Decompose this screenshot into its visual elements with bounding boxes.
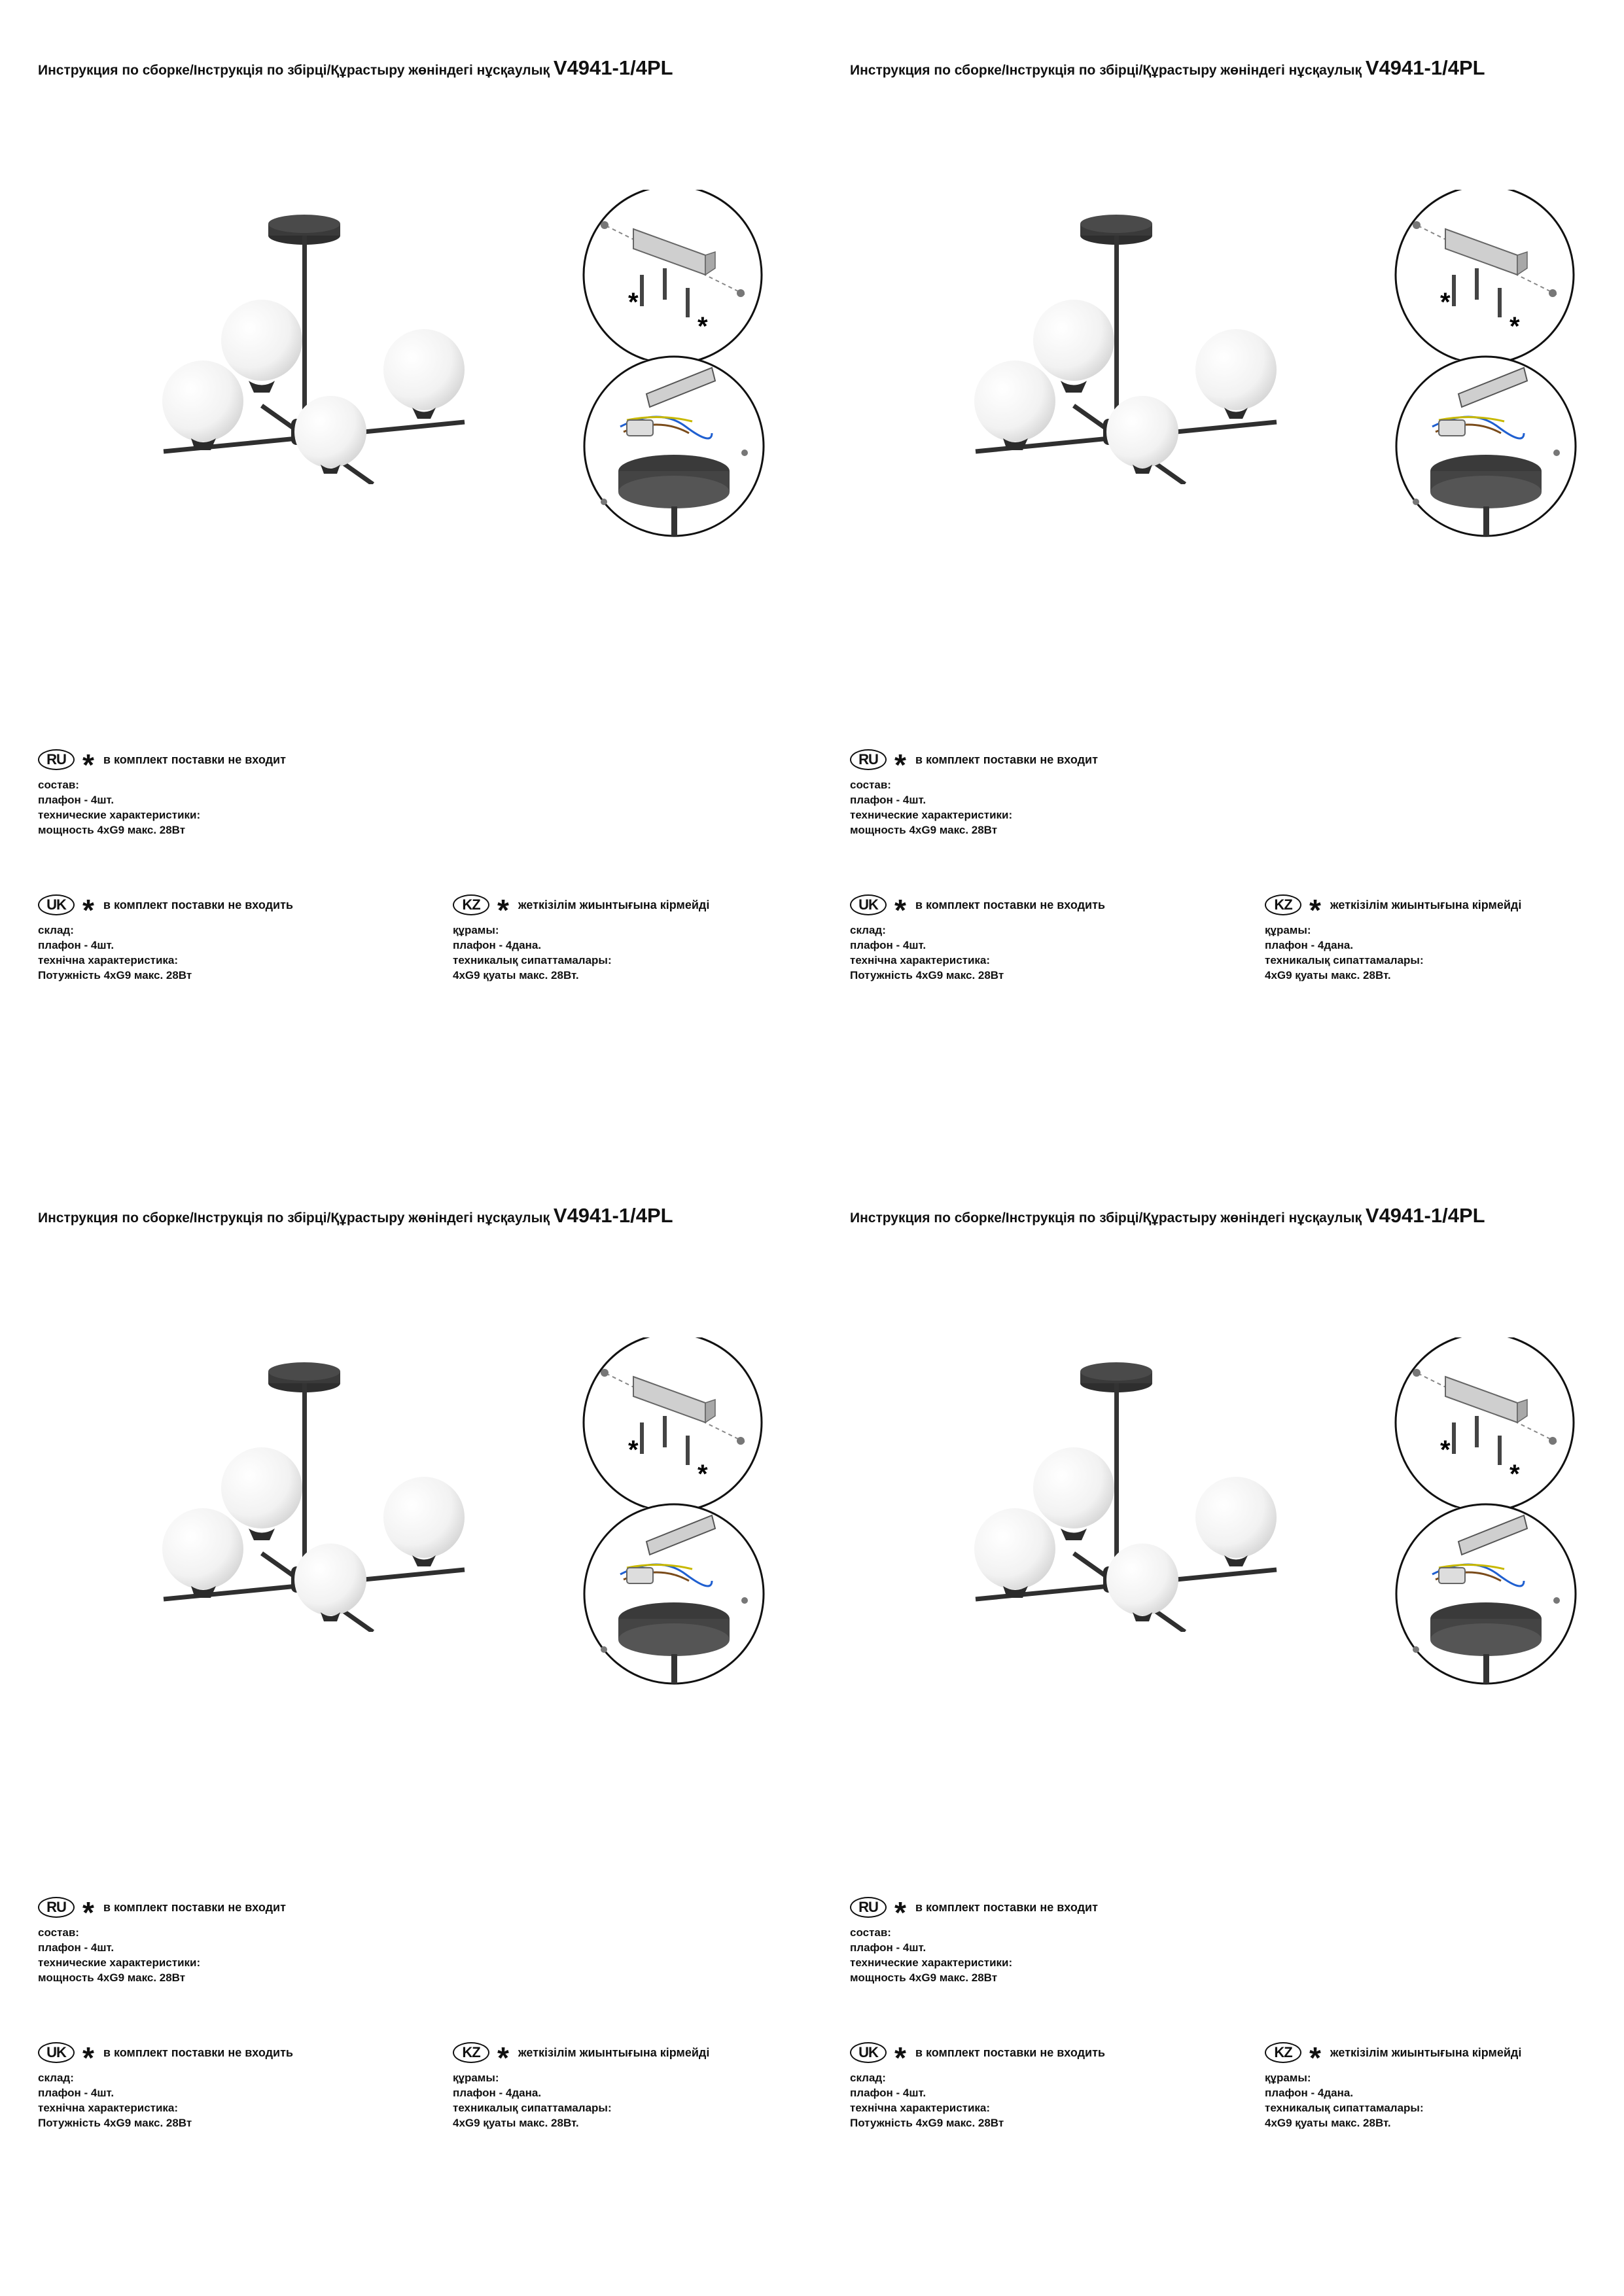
not-included-star-icon: * bbox=[894, 748, 906, 782]
not-included-star-mark: * bbox=[697, 312, 708, 341]
not-included-note: в комплект поставки не входит bbox=[915, 752, 1098, 766]
power-spec: мощность 4xG9 макс. 28Вт bbox=[850, 824, 998, 836]
composition-label: құрамы: bbox=[453, 2072, 499, 2084]
uk-section bbox=[850, 891, 1105, 983]
kz-language-badge: KZ bbox=[1265, 894, 1301, 915]
not-included-star-icon: * bbox=[82, 2041, 94, 2075]
specs-label: техникалық сипаттамалары: bbox=[1265, 954, 1424, 966]
specs-label: технические характеристики: bbox=[850, 1956, 1013, 1969]
composition-label: құрамы: bbox=[1265, 924, 1311, 936]
title-text: Инструкция по сборке/Інструкція по збірці/Құрастыру жөніндегі нұсқаулық bbox=[850, 1210, 1362, 1226]
title-text: Инструкция по сборке/Інструкція по збірці/Құрастыру жөніндегі нұсқаулық bbox=[38, 63, 550, 78]
uk-language-badge: UK bbox=[38, 894, 75, 915]
kz-language-badge: KZ bbox=[1265, 2042, 1301, 2063]
not-included-star-icon: * bbox=[894, 1896, 906, 1930]
kz-section bbox=[1265, 891, 1521, 983]
not-included-star-icon: * bbox=[82, 893, 94, 927]
not-included-star-icon: * bbox=[1309, 893, 1321, 927]
kz-section bbox=[453, 2039, 709, 2130]
wiring-connection-diagram bbox=[581, 355, 768, 538]
not-included-star-icon: * bbox=[82, 1896, 94, 1930]
composition-label: құрамы: bbox=[453, 924, 499, 936]
shade-count: плафон - 4шт. bbox=[38, 1941, 115, 1954]
ru-section bbox=[38, 746, 286, 838]
power-spec: 4xG9 қуаты макс. 28Вт. bbox=[453, 969, 579, 981]
not-included-star-mark: * bbox=[628, 288, 639, 317]
model-number: V4941-1/4PL bbox=[553, 1204, 673, 1227]
ru-language-badge: RU bbox=[38, 1897, 75, 1918]
not-included-star-icon: * bbox=[894, 893, 906, 927]
not-included-note: в комплект поставки не входит bbox=[103, 752, 286, 766]
title-text: Инструкция по сборке/Інструкція по збірці/Құрастыру жөніндегі нұсқаулық bbox=[850, 63, 1362, 78]
shade-count: плафон - 4шт. bbox=[850, 939, 927, 951]
ru-section bbox=[850, 746, 1098, 838]
specs-label: технические характеристики: bbox=[38, 809, 201, 821]
power-spec: Потужність 4xG9 макс. 28Вт bbox=[38, 2117, 192, 2129]
chandelier-illustration bbox=[969, 1357, 1290, 1632]
power-spec: Потужність 4xG9 макс. 28Вт bbox=[38, 969, 192, 981]
composition-label: құрамы: bbox=[1265, 2072, 1311, 2084]
power-spec: мощность 4xG9 макс. 28Вт bbox=[38, 1971, 186, 1984]
not-included-star-icon: * bbox=[894, 2041, 906, 2075]
not-included-star-mark: * bbox=[697, 1460, 708, 1489]
chandelier-illustration bbox=[969, 209, 1290, 484]
not-included-star-mark: * bbox=[1440, 1436, 1451, 1464]
composition-label: склад: bbox=[38, 924, 74, 936]
not-included-note: в комплект поставки не входить bbox=[103, 2045, 293, 2059]
power-spec: 4xG9 қуаты макс. 28Вт. bbox=[1265, 969, 1391, 981]
ru-language-badge: RU bbox=[850, 1897, 887, 1918]
specs-label: техникалық сипаттамалары: bbox=[453, 954, 612, 966]
model-number: V4941-1/4PL bbox=[1365, 1204, 1485, 1227]
composition-label: состав: bbox=[38, 1926, 79, 1939]
page-title bbox=[38, 56, 673, 80]
shade-count: плафон - 4дана. bbox=[1265, 2087, 1354, 2099]
ru-language-badge: RU bbox=[850, 749, 887, 770]
specs-label: технические характеристики: bbox=[850, 809, 1013, 821]
not-included-note: в комплект поставки не входить bbox=[103, 898, 293, 911]
ceiling-bracket-mounting-diagram bbox=[1393, 190, 1576, 360]
instruction-panel bbox=[812, 1148, 1624, 2295]
model-number: V4941-1/4PL bbox=[553, 56, 673, 79]
kz-language-badge: KZ bbox=[453, 894, 489, 915]
kz-section bbox=[1265, 2039, 1521, 2130]
specs-label: технічна характеристика: bbox=[850, 2102, 991, 2114]
wiring-connection-diagram bbox=[1393, 355, 1580, 538]
not-included-note: в комплект поставки не входит bbox=[103, 1900, 286, 1914]
page-title bbox=[38, 1204, 673, 1227]
composition-label: склад: bbox=[850, 924, 886, 936]
power-spec: 4xG9 қуаты макс. 28Вт. bbox=[453, 2117, 579, 2129]
ceiling-bracket-mounting-diagram bbox=[581, 1337, 764, 1508]
shade-count: плафон - 4шт. bbox=[850, 794, 927, 806]
composition-label: склад: bbox=[850, 2072, 886, 2084]
wiring-connection-diagram bbox=[1393, 1502, 1580, 1686]
composition-label: состав: bbox=[850, 779, 891, 791]
power-spec: 4xG9 қуаты макс. 28Вт. bbox=[1265, 2117, 1391, 2129]
ceiling-bracket-mounting-diagram bbox=[581, 190, 764, 360]
chandelier-illustration bbox=[157, 1357, 478, 1632]
kz-section bbox=[453, 891, 709, 983]
specs-label: технічна характеристика: bbox=[38, 954, 179, 966]
shade-count: плафон - 4дана. bbox=[1265, 939, 1354, 951]
not-included-note: жеткізілім жиынтығына кірмейді bbox=[518, 2045, 710, 2059]
composition-label: состав: bbox=[850, 1926, 891, 1939]
specs-label: технічна характеристика: bbox=[38, 2102, 179, 2114]
power-spec: Потужність 4xG9 макс. 28Вт bbox=[850, 969, 1004, 981]
title-text: Инструкция по сборке/Інструкція по збірці/Құрастыру жөніндегі нұсқаулық bbox=[38, 1210, 550, 1226]
not-included-star-mark: * bbox=[628, 1436, 639, 1464]
power-spec: мощность 4xG9 макс. 28Вт bbox=[38, 824, 186, 836]
not-included-note: жеткізілім жиынтығына кірмейді bbox=[518, 898, 710, 911]
not-included-note: жеткізілім жиынтығына кірмейді bbox=[1330, 2045, 1522, 2059]
composition-label: состав: bbox=[38, 779, 79, 791]
not-included-star-mark: * bbox=[1509, 1460, 1520, 1489]
not-included-star-icon: * bbox=[1309, 2041, 1321, 2075]
uk-section bbox=[38, 2039, 293, 2130]
not-included-note: жеткізілім жиынтығына кірмейді bbox=[1330, 898, 1522, 911]
ceiling-bracket-mounting-diagram bbox=[1393, 1337, 1576, 1508]
instruction-panel bbox=[0, 1148, 812, 2295]
ru-section bbox=[38, 1894, 286, 1985]
ru-language-badge: RU bbox=[38, 749, 75, 770]
page-title bbox=[850, 56, 1485, 80]
specs-label: технические характеристики: bbox=[38, 1956, 201, 1969]
power-spec: Потужність 4xG9 макс. 28Вт bbox=[850, 2117, 1004, 2129]
shade-count: плафон - 4шт. bbox=[850, 1941, 927, 1954]
ru-section bbox=[850, 1894, 1098, 1985]
not-included-star-icon: * bbox=[497, 2041, 509, 2075]
uk-section bbox=[38, 891, 293, 983]
composition-label: склад: bbox=[38, 2072, 74, 2084]
shade-count: плафон - 4шт. bbox=[38, 939, 115, 951]
uk-language-badge: UK bbox=[850, 894, 887, 915]
not-included-star-icon: * bbox=[82, 748, 94, 782]
shade-count: плафон - 4шт. bbox=[850, 2087, 927, 2099]
uk-language-badge: UK bbox=[850, 2042, 887, 2063]
not-included-star-mark: * bbox=[1440, 288, 1451, 317]
kz-language-badge: KZ bbox=[453, 2042, 489, 2063]
not-included-note: в комплект поставки не входить bbox=[915, 2045, 1105, 2059]
instruction-panel bbox=[0, 0, 812, 1148]
specs-label: техникалық сипаттамалары: bbox=[453, 2102, 612, 2114]
wiring-connection-diagram bbox=[581, 1502, 768, 1686]
shade-count: плафон - 4дана. bbox=[453, 2087, 542, 2099]
not-included-note: в комплект поставки не входит bbox=[915, 1900, 1098, 1914]
not-included-note: в комплект поставки не входить bbox=[915, 898, 1105, 911]
uk-section bbox=[850, 2039, 1105, 2130]
specs-label: техникалық сипаттамалары: bbox=[1265, 2102, 1424, 2114]
specs-label: технічна характеристика: bbox=[850, 954, 991, 966]
shade-count: плафон - 4шт. bbox=[38, 2087, 115, 2099]
shade-count: плафон - 4шт. bbox=[38, 794, 115, 806]
power-spec: мощность 4xG9 макс. 28Вт bbox=[850, 1971, 998, 1984]
instruction-panel bbox=[812, 0, 1624, 1148]
shade-count: плафон - 4дана. bbox=[453, 939, 542, 951]
chandelier-illustration bbox=[157, 209, 478, 484]
not-included-star-mark: * bbox=[1509, 312, 1520, 341]
uk-language-badge: UK bbox=[38, 2042, 75, 2063]
model-number: V4941-1/4PL bbox=[1365, 56, 1485, 79]
page-title bbox=[850, 1204, 1485, 1227]
not-included-star-icon: * bbox=[497, 893, 509, 927]
